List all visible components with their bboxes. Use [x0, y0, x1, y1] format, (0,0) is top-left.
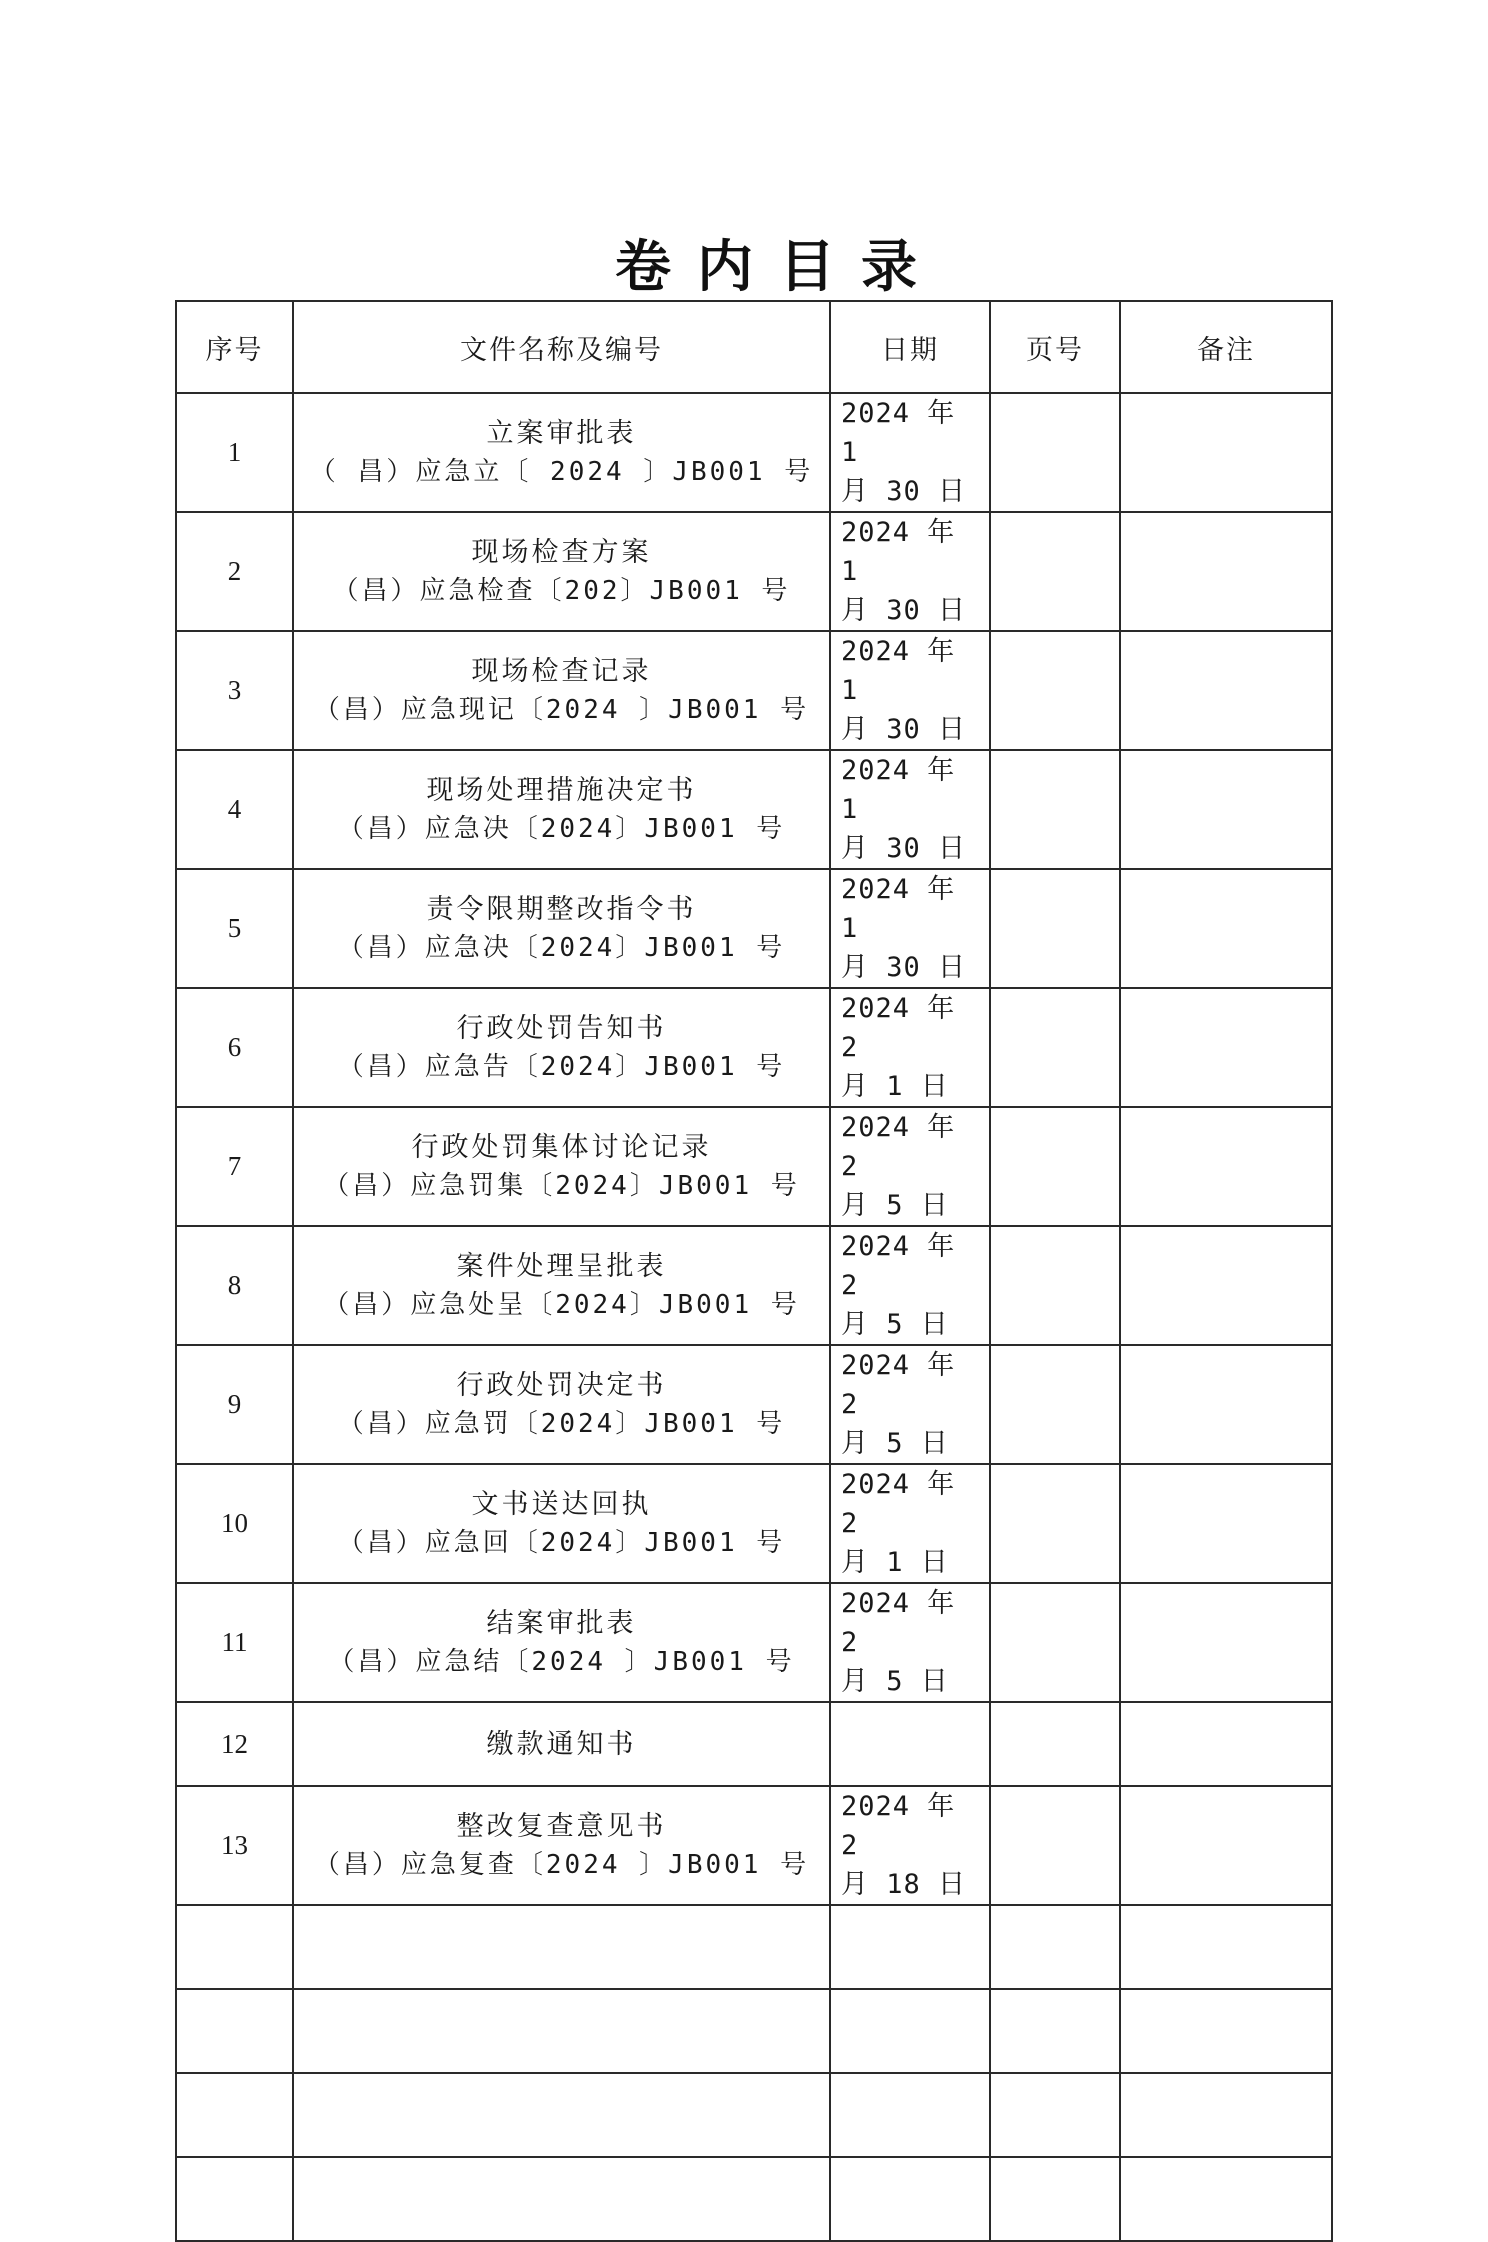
table-row	[176, 1107, 1332, 1226]
date-line: 2024 年 1	[841, 755, 973, 825]
empty-cell	[1120, 1905, 1332, 1989]
row-document	[293, 1464, 830, 1583]
row-seq: 7	[176, 1107, 293, 1226]
row-remarks	[1120, 988, 1332, 1107]
document-number: （昌）应急处呈〔2024〕JB001 号	[323, 1289, 800, 1320]
row-document	[293, 512, 830, 631]
row-page	[990, 1107, 1120, 1226]
document-number: （昌）应急告〔2024〕JB001 号	[337, 1051, 786, 1082]
row-document	[293, 631, 830, 750]
header-seq: 序号	[176, 301, 293, 393]
date-line: 2024 年 2	[841, 993, 973, 1063]
row-date	[830, 1107, 990, 1226]
row-seq: 10	[176, 1464, 293, 1583]
table-row	[176, 988, 1332, 1107]
row-remarks	[1120, 512, 1332, 631]
document-number: （昌）应急决〔2024〕JB001 号	[337, 932, 786, 963]
row-date	[830, 1702, 990, 1786]
date-line: 2024 年 2	[841, 1791, 973, 1861]
row-seq: 2	[176, 512, 293, 631]
row-date	[830, 631, 990, 750]
row-remarks	[1120, 393, 1332, 512]
header-date: 日期	[830, 301, 990, 393]
empty-cell	[990, 2073, 1120, 2157]
row-page	[990, 869, 1120, 988]
row-seq: 11	[176, 1583, 293, 1702]
row-date	[830, 1345, 990, 1464]
row-remarks	[1120, 869, 1332, 988]
table-row	[176, 750, 1332, 869]
empty-cell	[1120, 2073, 1332, 2157]
table-of-contents	[175, 300, 1333, 2242]
empty-cell	[830, 1905, 990, 1989]
row-seq: 12	[176, 1702, 293, 1786]
table-row	[176, 1345, 1332, 1464]
row-remarks	[1120, 1464, 1332, 1583]
row-document	[293, 1345, 830, 1464]
date-line: 月 5 日	[841, 1428, 949, 1459]
date-line: 月 5 日	[841, 1190, 949, 1221]
table-row	[176, 1464, 1332, 1583]
date-line: 2024 年 1	[841, 636, 973, 706]
empty-cell	[293, 1905, 830, 1989]
empty-cell	[990, 2157, 1120, 2241]
row-date	[830, 750, 990, 869]
row-remarks	[1120, 1107, 1332, 1226]
row-page	[990, 988, 1120, 1107]
date-line: 2024 年 2	[841, 1469, 973, 1539]
row-seq: 8	[176, 1226, 293, 1345]
date-line: 2024 年 2	[841, 1588, 973, 1658]
date-line: 月 30 日	[841, 476, 967, 507]
row-page	[990, 1583, 1120, 1702]
document-title: 现场处理措施决定书	[426, 774, 697, 806]
table-header-row	[176, 301, 1332, 393]
date-line: 月 30 日	[841, 714, 967, 745]
row-remarks	[1120, 1583, 1332, 1702]
empty-cell	[176, 2073, 293, 2157]
empty-cell	[830, 2073, 990, 2157]
empty-cell	[1120, 1989, 1332, 2073]
table-row	[176, 1583, 1332, 1702]
document-number: （昌）应急决〔2024〕JB001 号	[337, 813, 786, 844]
header-name: 文件名称及编号	[293, 301, 830, 393]
row-seq: 4	[176, 750, 293, 869]
date-line: 月 1 日	[841, 1071, 949, 1102]
table-row	[176, 1786, 1332, 1905]
date-line: 2024 年 2	[841, 1231, 973, 1301]
row-date	[830, 988, 990, 1107]
page-title: 卷内目录	[615, 235, 943, 300]
row-remarks	[1120, 631, 1332, 750]
row-seq: 9	[176, 1345, 293, 1464]
date-line: 2024 年 2	[841, 1350, 973, 1420]
table-row	[176, 631, 1332, 750]
document-number: （昌）应急回〔2024〕JB001 号	[337, 1527, 786, 1558]
row-document	[293, 1702, 830, 1786]
row-document	[293, 393, 830, 512]
date-line: 月 30 日	[841, 595, 967, 626]
document-number: （ 昌）应急立〔 2024 〕JB001 号	[309, 456, 814, 487]
empty-cell	[830, 1989, 990, 2073]
document-number: （昌）应急罚集〔2024〕JB001 号	[323, 1170, 800, 1201]
document-title: 责令限期整改指令书	[426, 893, 697, 925]
empty-cell	[1120, 2157, 1332, 2241]
empty-cell	[990, 1905, 1120, 1989]
empty-cell	[830, 2157, 990, 2241]
row-document	[293, 1786, 830, 1905]
row-page	[990, 1345, 1120, 1464]
row-document	[293, 988, 830, 1107]
empty-cell	[293, 2073, 830, 2157]
row-date	[830, 393, 990, 512]
row-seq: 5	[176, 869, 293, 988]
row-page	[990, 631, 1120, 750]
date-line: 月 18 日	[841, 1869, 967, 1900]
empty-table-row	[176, 2073, 1332, 2157]
table-row	[176, 869, 1332, 988]
row-document	[293, 1107, 830, 1226]
empty-cell	[293, 1989, 830, 2073]
row-page	[990, 1226, 1120, 1345]
table-row	[176, 393, 1332, 512]
date-line: 月 30 日	[841, 952, 967, 983]
header-remarks: 备注	[1120, 301, 1332, 393]
row-seq: 6	[176, 988, 293, 1107]
date-line: 月 5 日	[841, 1309, 949, 1340]
row-remarks	[1120, 1702, 1332, 1786]
document-title: 行政处罚决定书	[456, 1369, 667, 1401]
document-title: 案件处理呈批表	[456, 1250, 667, 1282]
empty-cell	[176, 1989, 293, 2073]
table-row	[176, 1226, 1332, 1345]
table-row	[176, 512, 1332, 631]
document-number: （昌）应急结〔2024 〕JB001 号	[328, 1646, 795, 1677]
row-seq: 13	[176, 1786, 293, 1905]
row-document	[293, 750, 830, 869]
row-seq: 3	[176, 631, 293, 750]
document-number: （昌）应急现记〔2024 〕JB001 号	[313, 694, 810, 725]
header-page: 页号	[990, 301, 1120, 393]
row-document	[293, 1226, 830, 1345]
document-title: 行政处罚告知书	[456, 1012, 667, 1044]
row-date	[830, 1464, 990, 1583]
document-title: 现场检查记录	[471, 655, 652, 687]
date-line: 2024 年 1	[841, 398, 973, 468]
row-date	[830, 1226, 990, 1345]
empty-table-row	[176, 1905, 1332, 1989]
document-title: 文书送达回执	[471, 1488, 652, 1520]
row-remarks	[1120, 750, 1332, 869]
document-number: （昌）应急检查〔202〕JB001 号	[332, 575, 791, 606]
row-page	[990, 750, 1120, 869]
empty-table-row	[176, 2157, 1332, 2241]
document-title: 结案审批表	[486, 1607, 637, 1639]
row-document	[293, 1583, 830, 1702]
empty-cell	[176, 1905, 293, 1989]
row-date	[830, 512, 990, 631]
row-remarks	[1120, 1786, 1332, 1905]
date-line: 月 30 日	[841, 833, 967, 864]
document-title: 立案审批表	[486, 417, 637, 449]
row-date	[830, 869, 990, 988]
row-page	[990, 1464, 1120, 1583]
date-line: 月 1 日	[841, 1547, 949, 1578]
document-title: 行政处罚集体讨论记录	[411, 1131, 712, 1163]
document-number: （昌）应急罚〔2024〕JB001 号	[337, 1408, 786, 1439]
row-remarks	[1120, 1226, 1332, 1345]
row-document	[293, 869, 830, 988]
row-page	[990, 1702, 1120, 1786]
document-number: （昌）应急复查〔2024 〕JB001 号	[313, 1849, 810, 1880]
row-remarks	[1120, 1345, 1332, 1464]
document-title: 缴款通知书	[486, 1728, 637, 1760]
empty-cell	[293, 2157, 830, 2241]
date-line: 月 5 日	[841, 1666, 949, 1697]
row-page	[990, 512, 1120, 631]
row-seq: 1	[176, 393, 293, 512]
row-date	[830, 1583, 990, 1702]
date-line: 2024 年 2	[841, 1112, 973, 1182]
row-page	[990, 393, 1120, 512]
date-line: 2024 年 1	[841, 517, 973, 587]
row-page	[990, 1786, 1120, 1905]
date-line: 2024 年 1	[841, 874, 973, 944]
document-title: 现场检查方案	[471, 536, 652, 568]
document-title: 整改复查意见书	[456, 1810, 667, 1842]
empty-table-row	[176, 1989, 1332, 2073]
empty-cell	[176, 2157, 293, 2241]
empty-cell	[990, 1989, 1120, 2073]
row-date	[830, 1786, 990, 1905]
table-row	[176, 1702, 1332, 1786]
